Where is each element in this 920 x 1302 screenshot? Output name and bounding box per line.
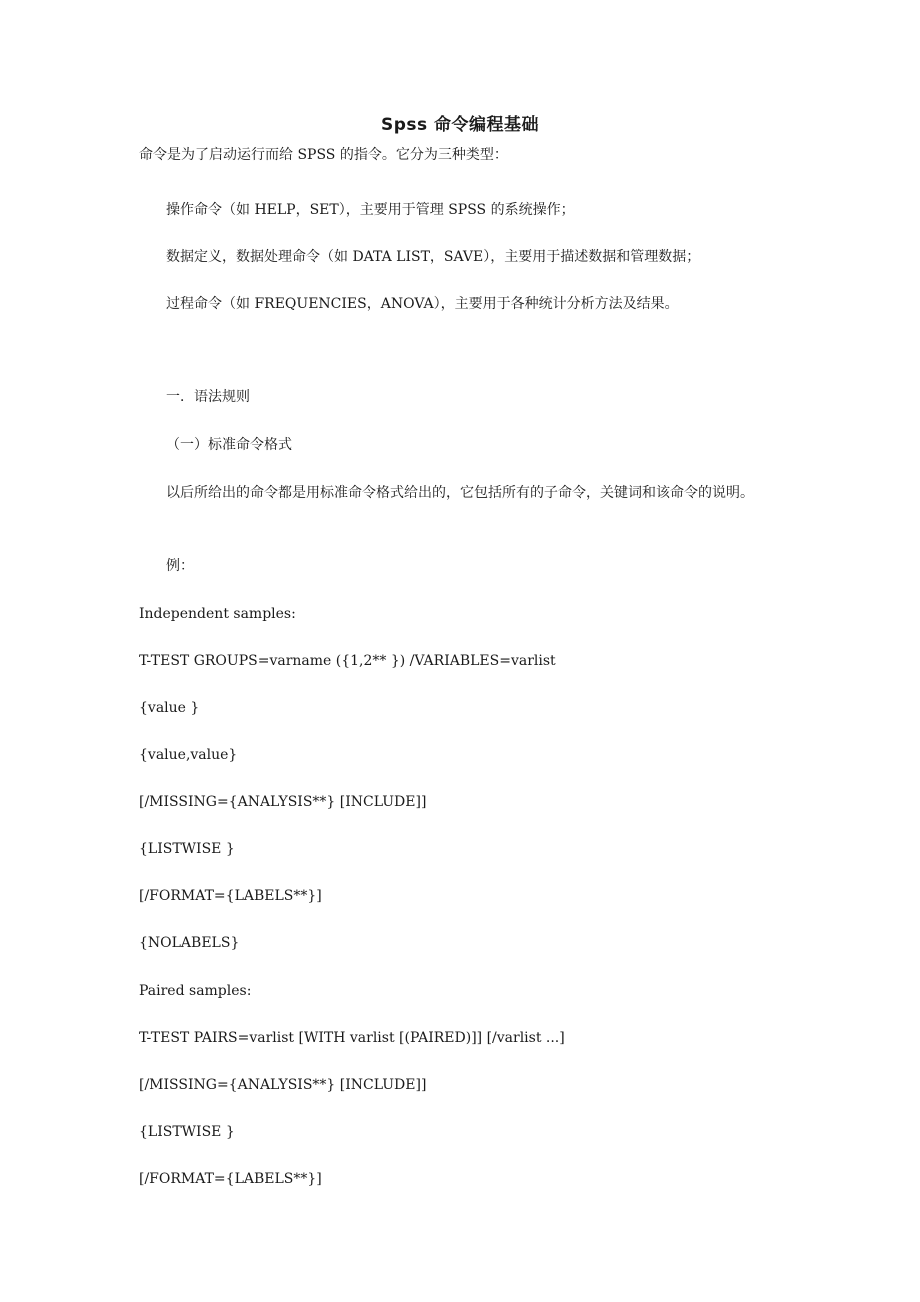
subsection-heading: （一）标准命令格式	[166, 437, 292, 453]
type-item-data-definition: 数据定义，数据处理命令（如 DATA LIST，SAVE），主要用于描述数据和管理数据；	[166, 249, 701, 265]
code-line: T-TEST GROUPS=varname ({1,2** }) /VARIABLES=varlist	[139, 653, 556, 669]
code-line: T-TEST PAIRS=varlist [WITH varlist [(PAIRED)]] [/varlist ...]	[139, 1030, 565, 1046]
type-item-procedure: 过程命令（如 FREQUENCIES，ANOVA），主要用于各种统计分析方法及结果。	[166, 296, 679, 312]
code-line: Independent samples:	[139, 606, 296, 622]
code-line: {value }	[139, 700, 200, 716]
code-line: Paired samples:	[139, 983, 252, 999]
code-line: [/FORMAT={LABELS**}]	[139, 1171, 322, 1187]
type-item-operation: 操作命令（如 HELP，SET），主要用于管理 SPSS 的系统操作；	[166, 202, 575, 218]
code-line: [/MISSING={ANALYSIS**} [INCLUDE]]	[139, 794, 427, 810]
code-line: {LISTWISE }	[139, 1124, 235, 1140]
code-line: [/FORMAT={LABELS**}]	[139, 888, 322, 904]
code-line: [/MISSING={ANALYSIS**} [INCLUDE]]	[139, 1077, 427, 1093]
code-line: {LISTWISE }	[139, 841, 235, 857]
code-line: {value,value}	[139, 747, 238, 763]
description-paragraph: 以后所给出的命令都是用标准命令格式给出的，它包括所有的子命令，关键词和该命令的说明。	[166, 485, 754, 501]
code-line: {NOLABELS}	[139, 935, 240, 951]
document-title: Spss 命令编程基础	[380, 115, 540, 135]
example-label: 例：	[166, 558, 194, 574]
intro-text: 命令是为了启动运行而给 SPSS 的指令。它分为三种类型：	[139, 147, 508, 163]
section-heading: 一．语法规则	[166, 389, 250, 405]
